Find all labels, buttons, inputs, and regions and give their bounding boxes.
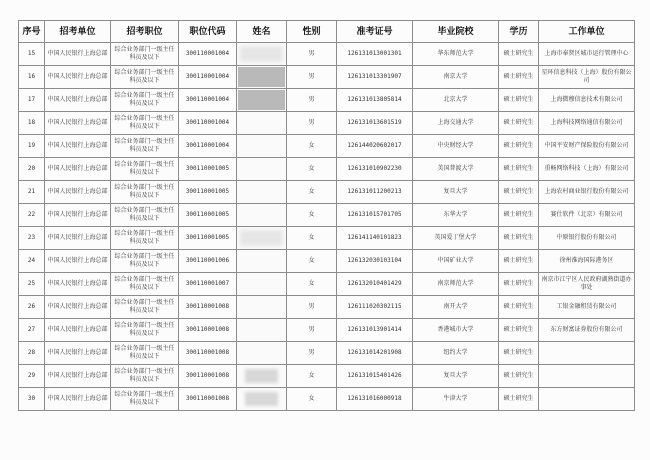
cell-degree: 硕士研究生 [499,296,539,319]
cell-employer [539,388,635,411]
cell-code: 300110001005 [179,158,237,181]
cell-seq: 20 [19,158,45,181]
table-body [19,43,635,411]
cell-gender: 女 [287,273,337,296]
cell-name-redacted [237,319,287,342]
cell-position: 综合业务部门一级主任科员及以下 [111,66,179,89]
cell-exam-no: 126131013601519 [337,112,413,135]
cell-name-redacted [237,66,287,89]
cell-position: 综合业务部门一级主任科员及以下 [111,135,179,158]
cell-name-redacted [237,296,287,319]
cell-school: 上海交通大学 [413,112,499,135]
cell-unit: 中国人民银行上海总部 [45,89,111,112]
table-row [19,388,635,411]
cell-degree: 硕士研究生 [499,181,539,204]
cell-unit: 中国人民银行上海总部 [45,296,111,319]
cell-unit: 中国人民银行上海总部 [45,250,111,273]
cell-gender: 女 [287,135,337,158]
cell-unit: 中国人民银行上海总部 [45,158,111,181]
cell-gender: 女 [287,365,337,388]
cell-gender: 女 [287,227,337,250]
cell-school: 纽约大学 [413,342,499,365]
cell-seq: 22 [19,204,45,227]
cell-seq: 16 [19,66,45,89]
cell-school: 复旦大学 [413,365,499,388]
cell-employer: 重畅网络科技（上海）有限公司 [539,158,635,181]
cell-code: 300110001005 [179,227,237,250]
cell-degree: 硕士研究生 [499,204,539,227]
cell-seq: 28 [19,342,45,365]
cell-degree: 硕士研究生 [499,365,539,388]
table-row [19,365,635,388]
cell-exam-no: 126132010401429 [337,273,413,296]
cell-position: 综合业务部门一级主任科员及以下 [111,181,179,204]
cell-position: 综合业务部门一级主任科员及以下 [111,227,179,250]
cell-school: 中央财经大学 [413,135,499,158]
cell-gender: 男 [287,43,337,66]
cell-degree: 硕士研究生 [499,43,539,66]
cell-seq: 19 [19,135,45,158]
cell-name-redacted [237,43,287,66]
cell-exam-no: 126131015701705 [337,204,413,227]
header-exam-no: 准考证号 [337,21,413,43]
cell-exam-no: 126131013001301 [337,43,413,66]
cell-degree: 硕士研究生 [499,227,539,250]
cell-name-redacted [237,365,287,388]
cell-exam-no: 126131016000918 [337,388,413,411]
cell-school: 南京师范大学 [413,273,499,296]
cell-position: 综合业务部门一级主任科员及以下 [111,273,179,296]
cell-employer: 星环信息科技（上海）股份有限公司 [539,66,635,89]
cell-unit: 中国人民银行上海总部 [45,388,111,411]
cell-gender: 男 [287,112,337,135]
cell-employer: 上海科技网络通信有限公司 [539,112,635,135]
table-row [19,296,635,319]
cell-name-redacted [237,89,287,112]
cell-unit: 中国人民银行上海总部 [45,181,111,204]
cell-exam-no: 126144020602017 [337,135,413,158]
cell-name-redacted [237,158,287,181]
cell-exam-no: 126131013805814 [337,89,413,112]
header-unit: 招考单位 [45,21,111,43]
cell-exam-no: 126131013301907 [337,66,413,89]
cell-exam-no: 126131015401426 [337,365,413,388]
cell-position: 综合业务部门一级主任科员及以下 [111,388,179,411]
cell-name-redacted [237,204,287,227]
header-seq: 序号 [19,21,45,43]
cell-employer: 上海市奉贤区城市运行管理中心 [539,43,635,66]
cell-code: 300110001005 [179,181,237,204]
header-school: 毕业院校 [413,21,499,43]
cell-employer [539,365,635,388]
cell-code: 300110001008 [179,388,237,411]
cell-school: 复旦大学 [413,181,499,204]
cell-code: 300110001008 [179,296,237,319]
cell-degree: 硕士研究生 [499,342,539,365]
table-row [19,135,635,158]
cell-exam-no: 126132030103104 [337,250,413,273]
cell-gender: 女 [287,388,337,411]
cell-degree: 硕士研究生 [499,66,539,89]
cell-degree: 硕士研究生 [499,89,539,112]
cell-employer: 中原银行股份有限公司 [539,227,635,250]
cell-code: 300110001008 [179,342,237,365]
cell-position: 综合业务部门一级主任科员及以下 [111,112,179,135]
cell-code: 300110001007 [179,273,237,296]
header-gender: 性别 [287,21,337,43]
candidate-table [18,20,635,411]
cell-exam-no: 126131011200213 [337,181,413,204]
cell-name-redacted [237,135,287,158]
cell-gender: 男 [287,66,337,89]
table-header-row [19,21,635,43]
table-row [19,273,635,296]
cell-seq: 18 [19,112,45,135]
cell-exam-no: 126131014201908 [337,342,413,365]
cell-employer: 东方财富证券股份有限公司 [539,319,635,342]
cell-name-redacted [237,112,287,135]
cell-unit: 中国人民银行上海总部 [45,204,111,227]
cell-seq: 15 [19,43,45,66]
cell-seq: 25 [19,273,45,296]
cell-code: 300110001008 [179,319,237,342]
cell-code: 300110001004 [179,43,237,66]
cell-degree: 硕士研究生 [499,388,539,411]
cell-position: 综合业务部门一级主任科员及以下 [111,43,179,66]
cell-employer: 上海农村商业银行股份有限公司 [539,181,635,204]
cell-name-redacted [237,227,287,250]
cell-school: 华东师范大学 [413,43,499,66]
cell-employer: 中国平安财产保险股份有限公司 [539,135,635,158]
table-row [19,89,635,112]
cell-position: 综合业务部门一级主任科员及以下 [111,365,179,388]
table-row [19,158,635,181]
cell-school: 美国普渡大学 [413,158,499,181]
cell-position: 综合业务部门一级主任科员及以下 [111,296,179,319]
cell-name-redacted [237,342,287,365]
cell-position: 综合业务部门一级主任科员及以下 [111,250,179,273]
cell-gender: 男 [287,296,337,319]
cell-position: 综合业务部门一级主任科员及以下 [111,342,179,365]
cell-code: 300110001004 [179,112,237,135]
cell-school: 北京大学 [413,89,499,112]
cell-position: 综合业务部门一级主任科员及以下 [111,204,179,227]
cell-seq: 23 [19,227,45,250]
cell-unit: 中国人民银行上海总部 [45,319,111,342]
table-row [19,250,635,273]
cell-seq: 21 [19,181,45,204]
table-row [19,342,635,365]
header-name: 姓名 [237,21,287,43]
cell-school: 中国矿业大学 [413,250,499,273]
cell-degree: 硕士研究生 [499,273,539,296]
cell-name-redacted [237,273,287,296]
cell-unit: 中国人民银行上海总部 [45,273,111,296]
cell-school: 东华大学 [413,204,499,227]
cell-gender: 女 [287,158,337,181]
cell-name-redacted [237,388,287,411]
cell-unit: 中国人民银行上海总部 [45,342,111,365]
cell-seq: 17 [19,89,45,112]
cell-seq: 27 [19,319,45,342]
cell-employer: 南京市江宁区人民政府湖熟街道办事处 [539,273,635,296]
table-row [19,181,635,204]
cell-degree: 硕士研究生 [499,135,539,158]
cell-code: 300110001008 [179,365,237,388]
cell-employer: 徐州淮海国际港务区 [539,250,635,273]
header-code: 职位代码 [179,21,237,43]
cell-unit: 中国人民银行上海总部 [45,66,111,89]
cell-employer [539,342,635,365]
cell-exam-no: 126131010902230 [337,158,413,181]
header-position: 招考职位 [111,21,179,43]
cell-degree: 硕士研究生 [499,319,539,342]
cell-unit: 中国人民银行上海总部 [45,135,111,158]
cell-exam-no: 126111020302115 [337,296,413,319]
cell-gender: 男 [287,89,337,112]
header-degree: 学历 [499,21,539,43]
cell-gender: 男 [287,319,337,342]
cell-position: 综合业务部门一级主任科员及以下 [111,158,179,181]
cell-name-redacted [237,250,287,273]
cell-school: 英国爱丁堡大学 [413,227,499,250]
cell-seq: 29 [19,365,45,388]
cell-gender: 女 [287,250,337,273]
cell-employer: 赛仕软件（北京）有限公司 [539,204,635,227]
cell-code: 300110001004 [179,66,237,89]
cell-employer: 工银金融租赁有限公司 [539,296,635,319]
cell-exam-no: 126141140101823 [337,227,413,250]
table-row [19,112,635,135]
cell-exam-no: 126131013901414 [337,319,413,342]
cell-school: 牛津大学 [413,388,499,411]
cell-code: 300110001005 [179,204,237,227]
cell-school: 香港城市大学 [413,319,499,342]
cell-position: 综合业务部门一级主任科员及以下 [111,89,179,112]
cell-seq: 26 [19,296,45,319]
table-row [19,66,635,89]
cell-degree: 硕士研究生 [499,112,539,135]
cell-employer: 上海微穆信息技术有限公司 [539,89,635,112]
cell-gender: 女 [287,204,337,227]
cell-unit: 中国人民银行上海总部 [45,43,111,66]
cell-code: 300110001006 [179,250,237,273]
cell-code: 300110001004 [179,135,237,158]
cell-unit: 中国人民银行上海总部 [45,112,111,135]
cell-gender: 男 [287,342,337,365]
cell-school: 南京大学 [413,66,499,89]
cell-unit: 中国人民银行上海总部 [45,365,111,388]
cell-degree: 硕士研究生 [499,250,539,273]
cell-seq: 24 [19,250,45,273]
cell-code: 300110001004 [179,89,237,112]
cell-position: 综合业务部门一级主任科员及以下 [111,319,179,342]
table-row [19,43,635,66]
cell-unit: 中国人民银行上海总部 [45,227,111,250]
cell-seq: 30 [19,388,45,411]
cell-school: 南开大学 [413,296,499,319]
table-row [19,319,635,342]
table-row [19,204,635,227]
table-row [19,227,635,250]
header-employer: 工作单位 [539,21,635,43]
cell-gender: 女 [287,181,337,204]
cell-degree: 硕士研究生 [499,158,539,181]
cell-name-redacted [237,181,287,204]
